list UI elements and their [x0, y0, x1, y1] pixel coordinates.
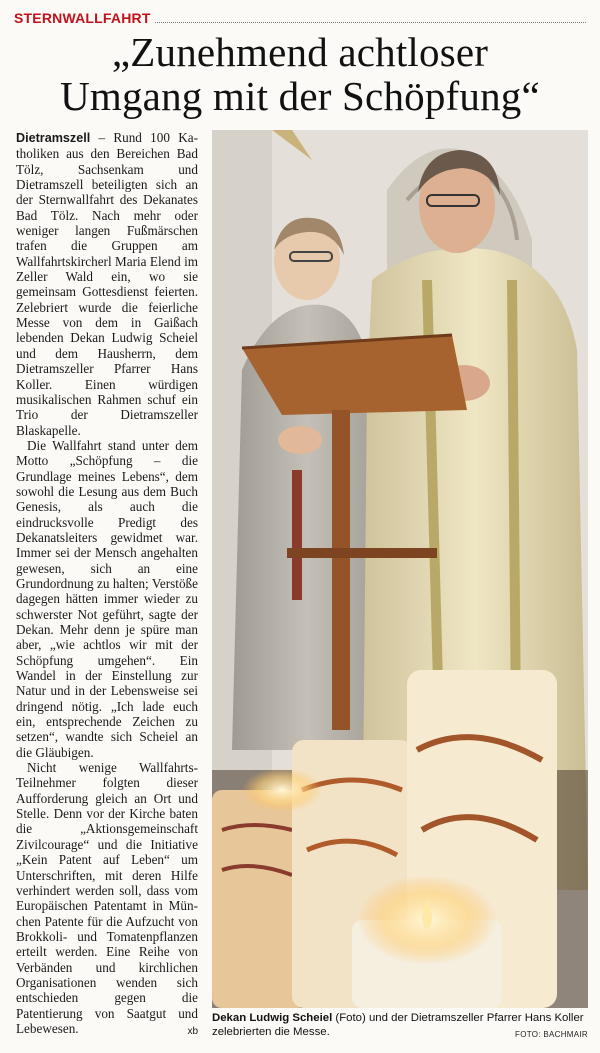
paragraph-1	[16, 130, 198, 438]
article-body	[16, 130, 198, 1039]
dotted-rule	[155, 22, 586, 23]
headline-line-2: Umgang mit der Schöpfung“	[60, 73, 540, 119]
section-kicker: STERNWALLFAHRT	[14, 10, 151, 26]
paragraph-2: Die Wallfahrt stand unter dem Motto „Schöpfung – die Grundlage meines Lebens“, dem sowohl die Lesung aus dem Buch Genesis, als auch die eindrucksvolle Predigt des Dekanatsleiters gewidmet war. Immer sei der Mensch angehalten gewesen, sich an eine Grundordnung zu halten; Verstöße dagegen hätten immer wieder zu schwerster Not geführt, sagte der Dekan. Mehr denn je spüre man aber, „wie achtlos wir mit der Schöpfung umgehen“. Ein Wandel in der Einstellung zur Natur und in der Lebensweise sei dringend nötig. „Ich lade euch ein, entsprechende Zeichen zu setzen“, wandte sich Scheiel an die Gläubigen.	[16, 437, 198, 760]
photo-credit: FOTO: BACHMAIR	[515, 1030, 588, 1039]
dateline: Dietramszell	[16, 131, 91, 145]
caption-text: (Foto) und der Dietramszeller Pfarrer Hans Koller zelebrierten die Messe.	[212, 1012, 584, 1038]
author-initials: xb	[187, 1025, 198, 1037]
article-photo	[212, 130, 588, 1008]
paragraph-1-text: – Rund 100 Katholiken aus den Bereichen Bad Tölz, Sachsenkam und Dietramszell beteiligten sich an der Sternwallfahrt des Dekanates Bad Tölz. Nach mehr oder weniger langen Fußmärschen trafen die Gruppen am Wallfahrtskircherl Maria Elend im Zeller Wald ein, wo sie gemeinsam Gottesdienst feierten. Zelebriert wurde die feierliche Messe von dem in Gaißach lebenden Dekan Ludwig Scheiel und dem Hausherrn, dem Dietramszeller Pfarrer Hans Koller. Einen würdigen musikalischen Rahmen schuf ein Trio der Dietramszeller Blaskapelle.	[16, 130, 198, 438]
section-header	[14, 8, 586, 26]
photo-illustration	[212, 130, 588, 1008]
headline	[14, 30, 586, 118]
paragraph-3-text: Nicht wenige Wallfahrts-Teilnehmer folgten dieser Aufforderung gleich an Ort und Stelle. Denn vor der Kirche baten die „Aktionsgemeinschaft Zivilcourage“ und die Initiative „Kein Patent auf Leben“ um Unterschriften, mit deren Hilfe verhindert werden soll, dass vom Europäischen Patentamt in München Patente für die Aufzucht von Brokkoli- und Tomatenpflanzen erteilt werden. Eine Reihe von Verbänden und kirchlichen Organisationen wenden sich entschieden gegen die Patentierung von Saatgut und Lebewesen.	[16, 760, 198, 1036]
paragraph-3	[16, 760, 198, 1036]
caption-bold: Dekan Ludwig Scheiel	[212, 1012, 333, 1024]
headline-line-1: „Zunehmend achtloser	[111, 29, 489, 75]
